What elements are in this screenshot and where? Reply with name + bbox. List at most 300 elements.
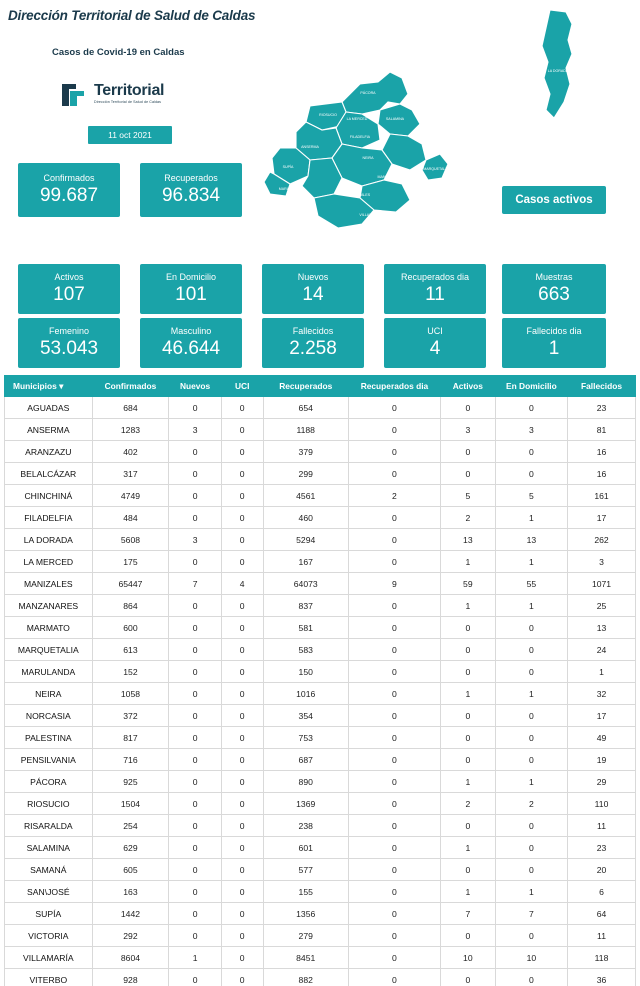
- cell-value: 0: [221, 661, 263, 683]
- table-row: [5, 507, 636, 529]
- cell-value: 254: [92, 815, 169, 837]
- kpi-uci-label: UCI: [427, 326, 443, 336]
- cell-value: 1071: [568, 573, 636, 595]
- cell-value: 0: [221, 947, 263, 969]
- kpi-nuevos: [262, 264, 364, 314]
- cell-value: 3: [169, 419, 222, 441]
- cell-value: 0: [348, 793, 440, 815]
- svg-text:PÁCORA: PÁCORA: [360, 91, 376, 95]
- cell-value: 0: [348, 617, 440, 639]
- cell-value: 0: [348, 551, 440, 573]
- cell-value: 0: [169, 925, 222, 947]
- kpi-confirmados-label: Confirmados: [43, 173, 95, 183]
- cell-value: 1: [169, 947, 222, 969]
- page-title: Dirección Territorial de Salud de Caldas: [8, 8, 256, 23]
- cell-municipio: SAN\JOSÉ: [5, 881, 93, 903]
- cell-municipio: NORCASIA: [5, 705, 93, 727]
- cell-value: 0: [169, 485, 222, 507]
- cell-value: 0: [348, 815, 440, 837]
- cell-value: 317: [92, 463, 169, 485]
- cell-value: 0: [495, 639, 567, 661]
- cell-value: 0: [169, 617, 222, 639]
- svg-text:MANZANARES: MANZANARES: [377, 175, 403, 179]
- table-row: [5, 771, 636, 793]
- cell-value: 0: [169, 397, 222, 419]
- cell-value: 0: [348, 507, 440, 529]
- cell-municipio: LA DORADA: [5, 529, 93, 551]
- cell-value: 0: [440, 397, 495, 419]
- cell-value: 0: [221, 617, 263, 639]
- table-row: [5, 683, 636, 705]
- cell-value: 0: [169, 859, 222, 881]
- kpi-uci-value: 4: [429, 338, 441, 359]
- cell-value: 0: [348, 903, 440, 925]
- cell-value: 8451: [263, 947, 348, 969]
- cell-value: 1: [440, 837, 495, 859]
- cell-municipio: AGUADAS: [5, 397, 93, 419]
- table-row: [5, 441, 636, 463]
- kpi-en-domicilio: [140, 264, 242, 314]
- cell-value: 0: [169, 595, 222, 617]
- cell-value: 601: [263, 837, 348, 859]
- cell-value: 25: [568, 595, 636, 617]
- cell-value: 0: [495, 727, 567, 749]
- cell-value: 16: [568, 463, 636, 485]
- cell-value: 6: [568, 881, 636, 903]
- cell-value: 0: [440, 705, 495, 727]
- kpi-nuevos-label: Nuevos: [297, 272, 329, 282]
- kpi-en-domicilio-value: 101: [175, 284, 207, 305]
- cell-value: 0: [495, 661, 567, 683]
- table-row: [5, 749, 636, 771]
- kpi-activos-label: Activos: [54, 272, 84, 282]
- cell-value: 0: [169, 661, 222, 683]
- cell-value: 0: [221, 859, 263, 881]
- svg-text:MARQUETALIA: MARQUETALIA: [423, 167, 449, 171]
- cell-value: 29: [568, 771, 636, 793]
- cell-value: 2: [440, 793, 495, 815]
- cell-value: 0: [495, 463, 567, 485]
- cell-value: 0: [221, 793, 263, 815]
- cell-value: 155: [263, 881, 348, 903]
- caldas-map: [250, 44, 480, 244]
- cell-value: 0: [440, 727, 495, 749]
- cell-municipio: FILADELFIA: [5, 507, 93, 529]
- cell-municipio: ARANZAZU: [5, 441, 93, 463]
- svg-text:RIOSUCIO: RIOSUCIO: [319, 113, 337, 117]
- svg-text:NEIRA: NEIRA: [362, 156, 374, 160]
- table-row: [5, 881, 636, 903]
- table-row: [5, 485, 636, 507]
- kpi-muestras: [502, 264, 606, 314]
- cell-municipio: MARMATO: [5, 617, 93, 639]
- cell-value: 7: [169, 573, 222, 595]
- cell-value: 1: [495, 683, 567, 705]
- cell-value: 32: [568, 683, 636, 705]
- cell-value: 402: [92, 441, 169, 463]
- cell-value: 5: [495, 485, 567, 507]
- table-row: [5, 463, 636, 485]
- cell-value: 0: [440, 617, 495, 639]
- cell-value: 1: [495, 507, 567, 529]
- cell-value: 262: [568, 529, 636, 551]
- cell-value: 0: [348, 705, 440, 727]
- cell-value: 1: [495, 551, 567, 573]
- svg-text:MANIZALES: MANIZALES: [349, 193, 371, 197]
- svg-text:ANSERMA: ANSERMA: [301, 145, 319, 149]
- cell-value: 4749: [92, 485, 169, 507]
- table-col-nuevos: Nuevos: [169, 376, 222, 397]
- cell-value: 17: [568, 507, 636, 529]
- cell-value: 1: [440, 683, 495, 705]
- cell-value: 55: [495, 573, 567, 595]
- table-col-uci: UCI: [221, 376, 263, 397]
- cell-value: 0: [348, 441, 440, 463]
- cell-value: 13: [495, 529, 567, 551]
- cell-value: 0: [221, 815, 263, 837]
- cell-value: 0: [348, 595, 440, 617]
- cell-municipio: LA MERCED: [5, 551, 93, 573]
- cell-value: 59: [440, 573, 495, 595]
- page-subtitle: Casos de Covid-19 en Caldas: [52, 47, 185, 58]
- cell-value: 0: [221, 969, 263, 986]
- cell-value: 0: [169, 881, 222, 903]
- cell-value: 10: [440, 947, 495, 969]
- la-dorada-label: LA DORADA: [547, 69, 569, 73]
- cell-value: 687: [263, 749, 348, 771]
- kpi-recuperados-value: 96.834: [161, 185, 221, 206]
- cell-value: 20: [568, 859, 636, 881]
- cell-value: 4561: [263, 485, 348, 507]
- cell-value: 654: [263, 397, 348, 419]
- kpi-femenino-label: Femenino: [48, 326, 90, 336]
- cell-municipio: PENSILVANIA: [5, 749, 93, 771]
- kpi-muestras-label: Muestras: [535, 272, 573, 282]
- table-row: [5, 903, 636, 925]
- cell-value: 3: [440, 419, 495, 441]
- cell-municipio: SUPÍA: [5, 903, 93, 925]
- table-row: [5, 639, 636, 661]
- kpi-fallecidos-value: 2.258: [289, 338, 337, 359]
- table-col-fallecidos: Fallecidos: [568, 376, 636, 397]
- kpi-recuperados-dia: [384, 264, 486, 314]
- cell-value: 1369: [263, 793, 348, 815]
- cell-value: 1356: [263, 903, 348, 925]
- cell-value: 8604: [92, 947, 169, 969]
- kpi-muestras-value: 663: [538, 284, 570, 305]
- cell-value: 925: [92, 771, 169, 793]
- cell-value: 0: [348, 419, 440, 441]
- cell-value: 16: [568, 441, 636, 463]
- cell-value: 0: [221, 705, 263, 727]
- cell-value: 64073: [263, 573, 348, 595]
- cell-value: 161: [568, 485, 636, 507]
- table-col-en-domicilio: En Domicilio: [495, 376, 567, 397]
- cell-value: 1: [440, 881, 495, 903]
- table-row: [5, 727, 636, 749]
- cell-municipio: MANZANARES: [5, 595, 93, 617]
- cell-value: 49: [568, 727, 636, 749]
- cell-value: 11: [568, 815, 636, 837]
- cell-value: 0: [169, 815, 222, 837]
- cell-value: 19: [568, 749, 636, 771]
- cell-value: 13: [568, 617, 636, 639]
- table-row: [5, 529, 636, 551]
- cell-value: 613: [92, 639, 169, 661]
- cell-municipio: SAMANÁ: [5, 859, 93, 881]
- cell-municipio: RIOSUCIO: [5, 793, 93, 815]
- cell-value: 0: [440, 925, 495, 947]
- cell-value: 0: [221, 595, 263, 617]
- cell-value: 882: [263, 969, 348, 986]
- cell-value: 1188: [263, 419, 348, 441]
- cell-value: 13: [440, 529, 495, 551]
- cell-value: 81: [568, 419, 636, 441]
- cell-value: 299: [263, 463, 348, 485]
- cell-value: 5608: [92, 529, 169, 551]
- cell-value: 2: [440, 507, 495, 529]
- cell-value: 152: [92, 661, 169, 683]
- cell-value: 0: [169, 749, 222, 771]
- cell-value: 0: [348, 683, 440, 705]
- cell-value: 629: [92, 837, 169, 859]
- kpi-fallecidos-dia-value: 1: [548, 338, 560, 359]
- cell-value: 0: [440, 639, 495, 661]
- date-badge: 11 oct 2021: [88, 126, 172, 144]
- cell-value: 716: [92, 749, 169, 771]
- cell-value: 0: [348, 397, 440, 419]
- table-row: [5, 419, 636, 441]
- cell-value: 928: [92, 969, 169, 986]
- cell-value: 0: [440, 463, 495, 485]
- table-row: [5, 705, 636, 727]
- cell-value: 5294: [263, 529, 348, 551]
- table-row: [5, 969, 636, 986]
- cell-value: 7: [440, 903, 495, 925]
- cell-value: 0: [348, 925, 440, 947]
- cell-municipio: MANIZALES: [5, 573, 93, 595]
- kpi-fallecidos-dia-label: Fallecidos dia: [526, 326, 582, 336]
- cell-value: 0: [495, 397, 567, 419]
- cell-value: 1283: [92, 419, 169, 441]
- cell-value: 65447: [92, 573, 169, 595]
- cell-value: 167: [263, 551, 348, 573]
- table-row: [5, 617, 636, 639]
- cell-value: 175: [92, 551, 169, 573]
- cell-value: 150: [263, 661, 348, 683]
- cell-municipio: NEIRA: [5, 683, 93, 705]
- cell-value: 0: [221, 397, 263, 419]
- cell-value: 0: [221, 925, 263, 947]
- table-col-recuperados: Recuperados: [263, 376, 348, 397]
- cell-value: 10: [495, 947, 567, 969]
- cell-value: 583: [263, 639, 348, 661]
- cell-value: 11: [568, 925, 636, 947]
- cell-value: 9: [348, 573, 440, 595]
- cell-municipio: SALAMINA: [5, 837, 93, 859]
- cell-value: 0: [440, 441, 495, 463]
- cell-value: 837: [263, 595, 348, 617]
- kpi-recuperados-dia-label: Recuperados dia: [400, 272, 470, 282]
- kpi-uci: [384, 318, 486, 368]
- cell-municipio: VITERBO: [5, 969, 93, 986]
- logo-subtext: Dirección Territorial de Salud de Caldas: [94, 100, 162, 104]
- table-col-activos: Activos: [440, 376, 495, 397]
- cell-value: 600: [92, 617, 169, 639]
- cell-value: 1: [568, 661, 636, 683]
- cell-value: 0: [348, 463, 440, 485]
- cell-value: 0: [348, 749, 440, 771]
- cell-value: 2: [495, 793, 567, 815]
- kpi-casos-activos: Casos activos: [502, 186, 606, 214]
- table-header-row: [5, 376, 636, 397]
- kpi-activos: [18, 264, 120, 314]
- cell-value: 23: [568, 837, 636, 859]
- cell-value: 0: [169, 837, 222, 859]
- cell-value: 0: [495, 705, 567, 727]
- cell-municipio: VICTORIA: [5, 925, 93, 947]
- cell-value: 0: [221, 507, 263, 529]
- cell-value: 0: [348, 727, 440, 749]
- svg-text:FILADELFIA: FILADELFIA: [349, 135, 371, 139]
- kpi-fallecidos-label: Fallecidos: [292, 326, 334, 336]
- cell-value: 890: [263, 771, 348, 793]
- cell-municipio: MARQUETALIA: [5, 639, 93, 661]
- kpi-masculino: [140, 318, 242, 368]
- kpi-masculino-value: 46.644: [161, 338, 221, 359]
- cell-value: 163: [92, 881, 169, 903]
- cell-value: 3: [495, 419, 567, 441]
- cell-value: 0: [495, 925, 567, 947]
- kpi-recuperados: [140, 163, 242, 217]
- table-row: [5, 925, 636, 947]
- cell-value: 0: [440, 661, 495, 683]
- cell-value: 1: [440, 595, 495, 617]
- cell-value: 354: [263, 705, 348, 727]
- cell-municipio: CHINCHINÁ: [5, 485, 93, 507]
- cell-value: 23: [568, 397, 636, 419]
- cell-value: 0: [221, 485, 263, 507]
- cell-value: 0: [169, 441, 222, 463]
- svg-text:MARULANDA: MARULANDA: [278, 187, 302, 191]
- cell-value: 0: [169, 793, 222, 815]
- cell-value: 0: [348, 639, 440, 661]
- cell-value: 1058: [92, 683, 169, 705]
- cell-value: 0: [169, 463, 222, 485]
- cell-value: 0: [495, 617, 567, 639]
- cell-value: 279: [263, 925, 348, 947]
- table-body: [5, 397, 636, 986]
- cell-value: 0: [348, 529, 440, 551]
- cell-value: 0: [169, 639, 222, 661]
- cell-value: 0: [348, 771, 440, 793]
- cell-municipio: PALESTINA: [5, 727, 93, 749]
- logo-text: Territorial: [94, 82, 165, 99]
- cell-value: 817: [92, 727, 169, 749]
- cell-value: 3: [169, 529, 222, 551]
- cell-value: 1016: [263, 683, 348, 705]
- table-row: [5, 793, 636, 815]
- cell-value: 0: [495, 969, 567, 986]
- table-row: [5, 661, 636, 683]
- cell-value: 17: [568, 705, 636, 727]
- kpi-femenino: [18, 318, 120, 368]
- kpi-fallecidos-dia: [502, 318, 606, 368]
- cell-value: 460: [263, 507, 348, 529]
- cell-value: 379: [263, 441, 348, 463]
- kpi-recuperados-dia-value: 11: [425, 284, 445, 305]
- table-col-recuperados-dia: Recuperados dia: [348, 376, 440, 397]
- cell-value: 0: [169, 727, 222, 749]
- cell-value: 2: [348, 485, 440, 507]
- cell-value: 0: [495, 859, 567, 881]
- kpi-confirmados: [18, 163, 120, 217]
- kpi-en-domicilio-label: En Domicilio: [165, 272, 216, 282]
- cell-value: 0: [169, 551, 222, 573]
- cell-value: 0: [221, 903, 263, 925]
- svg-text:SALAMINA: SALAMINA: [385, 117, 405, 121]
- cell-value: 372: [92, 705, 169, 727]
- table-row: [5, 551, 636, 573]
- cell-value: 0: [221, 749, 263, 771]
- cell-value: 0: [169, 903, 222, 925]
- cell-value: 0: [169, 705, 222, 727]
- kpi-confirmados-value: 99.687: [39, 185, 99, 206]
- table-col-confirmados: Confirmados: [92, 376, 169, 397]
- cell-value: 0: [221, 529, 263, 551]
- svg-text:VILLAMARÍA: VILLAMARÍA: [359, 213, 381, 217]
- cell-value: 484: [92, 507, 169, 529]
- cell-value: 577: [263, 859, 348, 881]
- cell-value: 4: [221, 573, 263, 595]
- cell-value: 238: [263, 815, 348, 837]
- table-row: [5, 573, 636, 595]
- cell-value: 1: [495, 595, 567, 617]
- logo-mark-icon: [60, 80, 90, 110]
- cell-value: 0: [169, 969, 222, 986]
- cell-value: 1: [440, 771, 495, 793]
- cell-value: 0: [221, 771, 263, 793]
- cell-value: 581: [263, 617, 348, 639]
- cell-value: 5: [440, 485, 495, 507]
- table-row: [5, 815, 636, 837]
- table-row: [5, 397, 636, 419]
- cell-value: 0: [495, 837, 567, 859]
- cell-value: 864: [92, 595, 169, 617]
- cell-value: 24: [568, 639, 636, 661]
- cell-value: 36: [568, 969, 636, 986]
- cell-value: 1: [440, 551, 495, 573]
- cell-municipio: ANSERMA: [5, 419, 93, 441]
- cell-value: 0: [348, 969, 440, 986]
- table-row: [5, 837, 636, 859]
- cell-value: 0: [440, 749, 495, 771]
- cell-municipio: RISARALDA: [5, 815, 93, 837]
- table-col-municipios[interactable]: Municipios ▾: [5, 376, 93, 397]
- kpi-masculino-label: Masculino: [170, 326, 212, 336]
- cell-value: 0: [169, 771, 222, 793]
- cell-value: 7: [495, 903, 567, 925]
- cell-value: 118: [568, 947, 636, 969]
- cell-value: 0: [169, 507, 222, 529]
- cell-value: 1: [495, 881, 567, 903]
- cell-municipio: MARULANDA: [5, 661, 93, 683]
- cell-value: 753: [263, 727, 348, 749]
- kpi-femenino-value: 53.043: [39, 338, 99, 359]
- cell-municipio: BELALCÁZAR: [5, 463, 93, 485]
- cell-value: 1442: [92, 903, 169, 925]
- table-row: [5, 595, 636, 617]
